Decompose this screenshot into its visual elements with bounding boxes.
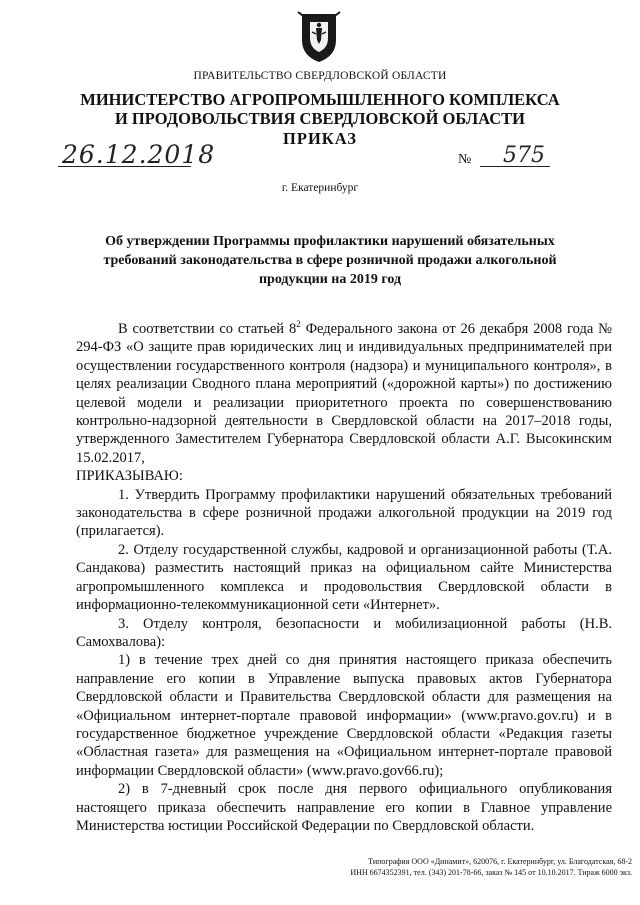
preamble-text-start: В соответствии со статьей 8 [118,321,297,337]
number-label: № [458,152,472,167]
number-underline [480,166,550,167]
document-type: ПРИКАЗ [283,129,357,148]
paragraph-3: 3. Отделу контроля, безопасности и мобилизационной работы (Н.В. Самохвалова): [76,615,612,650]
paragraph-1: 1. Утвердить Программу профилактики нарушений обязательных требований законодательства в сфере розничной продажи алкогольной продукции на 2019 год (прилагается). [76,486,612,540]
preamble-text-end: Федерального закона от 26 декабря 2008 года № 294-ФЗ «О защите прав юридических лиц и индивидуальных предпринимателей при осуществлении государственного контроля (надзора) и муниципального контроля», в целях реализации Сводного плана мероприятий («дорожной карты») по достижению целевой модели и реализации приоритетного проекта по совершенствованию контрольно-надзорной деятельности в Свердловской области на 2017–2018 годы, утвержденного Заместителем Губернатора Свердловской области А.Г. Высокинским 15.02.2017, [76,321,612,466]
footer-line2: ИНН 6674352391, тел. (343) 201-78-66, заказ № 145 от 10.10.2017. Тираж 6000 экз. [350,868,632,877]
footer-line1: Типография ООО «Динамит», 620076, г. Екатеринбург, ул. Благодатская, 68-2 [368,857,632,866]
ministry-name-line2: И ПРОДОВОЛЬСТВИЯ СВЕРДЛОВСКОЙ ОБЛАСТИ [114,109,526,128]
government-name: ПРАВИТЕЛЬСТВО СВЕРДЛОВСКОЙ ОБЛАСТИ [193,70,447,82]
paragraph-2: 2. Отделу государственной службы, кадровой и организационной работы (Т.А. Сандакова) разместить настоящий приказ на официальном сайте Министерства агропромышленного комплекса и продовольствия Свердловской области в информационно-телекоммуникационной сети «Интернет». [76,541,612,614]
date-underline [58,166,191,167]
document-date: 26.12.2018 [62,140,216,169]
coat-of-arms-icon [296,10,342,64]
order-word: ПРИКАЗЫВАЮ: [76,468,183,485]
article-superscript: 2 [296,319,301,330]
ministry-name [0,90,640,128]
paragraph-3-2: 2) в 7-дневный срок после дня первого официального опубликования настоящего приказа обеспечить направление его копии в Главное управление Министерства юстиции Российской Федерации по Свердловской области. [76,781,612,834]
document-title: Об утверждении Программы профилактики нарушений обязательных требований законодательства в сфере розничной продажи алкогольной продукции на 2019 год [103,234,557,287]
printer-footer [280,856,632,878]
document-body [76,320,612,835]
paragraph-preamble [76,320,612,467]
ministry-name-line1: МИНИСТЕРСТВО АГРОПРОМЫШЛЕННОГО КОМПЛЕКСА [80,90,560,109]
paragraph-3-1: 1) в течение трех дней со дня принятия настоящего приказа обеспечить направление его копии в Управление выпуска правовых актов Губернатора Свердловской области и Правительства Свердловской области для размещения на «Официальном интернет-портале правовой информации» (www.pravo.gov.ru) и в государственное бюджетное учреждение Свердловской области «Редакция газеты «Областная газета» для размещения на «Официальном интернет-портале правовой информации Свердловской области» (www.pravo.gov66.ru); [76,652,612,779]
document-number: 575 [503,143,545,168]
city: г. Екатеринбург [281,182,359,194]
